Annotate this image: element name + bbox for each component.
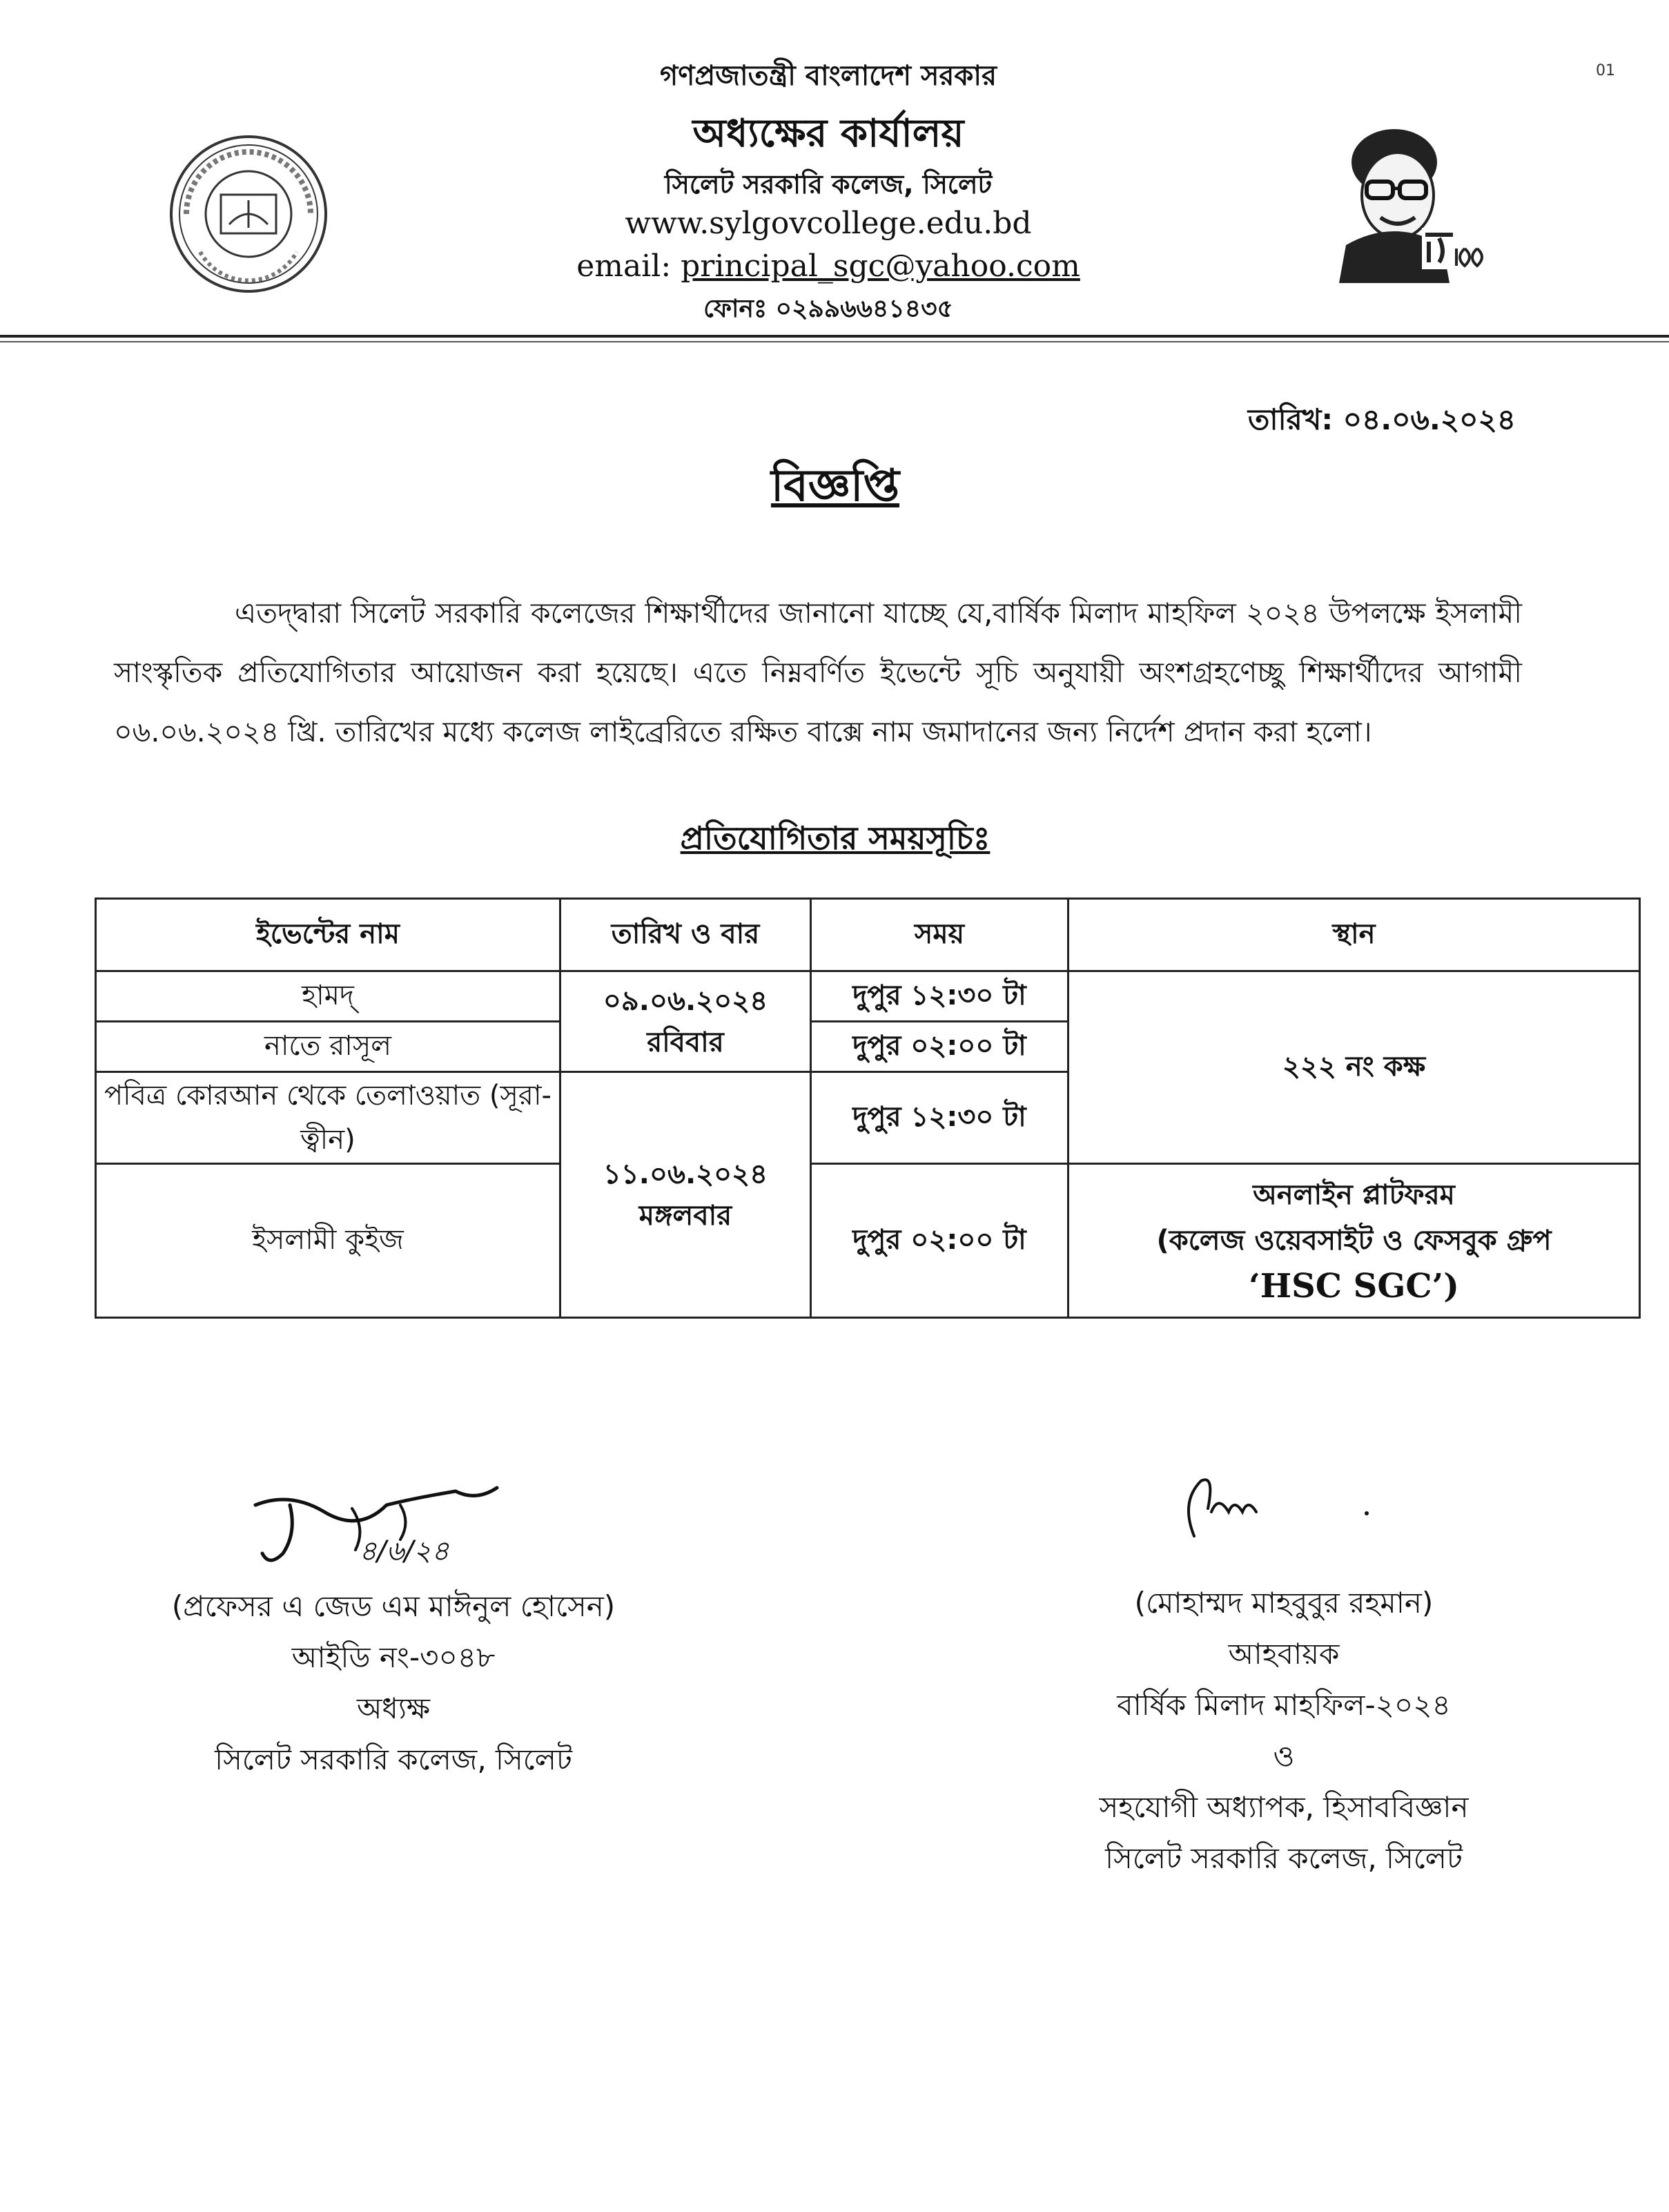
website-link[interactable]: www.sylgovcollege.edu.bd	[625, 206, 1032, 241]
venue-online-line1: অনলাইন প্লাটফরম	[1253, 1179, 1455, 1211]
principal-org: সিলেট সরকারি কলেজ, সিলেট	[215, 1743, 572, 1776]
time-cell: দুপুর ০২:০০ টা	[811, 1022, 1068, 1072]
principal-id: আইডি নং-৩০৪৮	[291, 1640, 496, 1674]
schedule-table	[95, 898, 1641, 1319]
notice-title: বিজ্ঞপ্তি	[770, 460, 900, 512]
convener-org: সিলেট সরকারি কলেজ, সিলেট	[1105, 1841, 1463, 1875]
date-cell	[560, 971, 811, 1072]
header-time: সময়	[811, 899, 1068, 971]
convener-position: সহযোগী অধ্যাপক, হিসাববিজ্ঞান	[1099, 1790, 1469, 1824]
date-cell	[560, 1072, 811, 1318]
convener-signature-icon	[1173, 1471, 1380, 1546]
venue-online-cell	[1068, 1164, 1640, 1318]
header-divider	[0, 335, 1669, 338]
date-value: ০৯.০৬.২০২৪	[603, 984, 768, 1017]
header-divider-thin	[0, 341, 1669, 342]
convener-name: (মোহাম্মদ মাহবুবুর রহমান)	[1134, 1586, 1434, 1620]
convener-and: ও	[1273, 1739, 1295, 1773]
time-cell: দুপুর ০২:০০ টা	[811, 1164, 1068, 1318]
header-event: ইভেন্টের নাম	[96, 899, 560, 971]
principal-signature-block	[110, 1581, 676, 1785]
event-cell: নাতে রাসূল	[96, 1022, 560, 1072]
header-venue: স্থান	[1068, 899, 1640, 971]
venue-online-line3: ‘HSC SGC’)	[1249, 1267, 1459, 1306]
notice-body-text: এতদ্দ্বারা সিলেট সরকারি কলেজের শিক্ষার্থীদের জানানো যাচ্ছে যে,বার্ষিক মিলাদ মাহফিল ২০২৪ উপলক্ষে ইসলামী সাংস্কৃতিক প্রতিযোগিতার আয়োজন করা হয়েছে। এতে নিম্নবর্ণিত ইভেন্টে সূচি অনুযায়ী অংশগ্রহণেচ্ছু শিক্ষার্থীদের আগামী ০৬.০৬.২০২৪ খ্রি. তারিখের মধ্যে কলেজ লাইব্রেরিতে রক্ষিত বাক্সে নাম জমাদানের জন্য নির্দেশ প্রদান করা হলো।	[114, 596, 1522, 748]
government-name: গণপ্রজাতন্ত্রী বাংলাদেশ সরকার	[660, 60, 997, 92]
email-label: email:	[576, 249, 681, 284]
page-number: 01	[1596, 62, 1615, 79]
convener-role: আহবায়ক	[1228, 1637, 1340, 1671]
event-cell: হামদ্	[96, 971, 560, 1022]
day-value: রবিবার	[647, 1026, 724, 1058]
event-cell: ইসলামী কুইজ	[96, 1164, 560, 1318]
mujib-100-logo-icon	[1318, 114, 1491, 283]
convener-event: বার্ষিক মিলাদ মাহফিল-২০২৪	[1117, 1688, 1451, 1722]
table-row	[96, 1164, 1640, 1318]
event-cell: পবিত্র কোরআন থেকে তেলাওয়াত (সূরা-ত্বীন)	[96, 1072, 560, 1164]
notice-date: তারিখ: ০৪.০৬.২০২৪	[1247, 402, 1516, 436]
schedule-title: প্রতিযোগিতার সময়সূচিঃ	[680, 819, 990, 857]
office-name: অধ্যক্ষের কার্যালয়	[692, 111, 964, 156]
date-value: ১১.০৬.২০২৪	[603, 1158, 768, 1190]
email-link[interactable]: principal_sgc@yahoo.com	[681, 249, 1080, 284]
time-cell: দুপুর ১২:৩০ টা	[811, 1072, 1068, 1164]
principal-signature-icon	[248, 1477, 552, 1581]
convener-signature-block	[980, 1578, 1588, 1884]
time-cell: দুপুর ১২:৩০ টা	[811, 971, 1068, 1022]
header-date: তারিখ ও বার	[560, 899, 811, 971]
table-row	[96, 971, 1640, 1022]
venue-cell: ২২২ নং কক্ষ	[1068, 971, 1640, 1164]
notice-body	[114, 583, 1522, 761]
college-seal-icon	[166, 131, 331, 297]
phone-number: ফোনঃ ০২৯৯৬৬৪১৪৩৫	[703, 295, 953, 323]
signature-date: ৪/৬/২৪	[359, 1535, 449, 1567]
college-name: সিলেট সরকারি কলেজ, সিলেট	[664, 169, 993, 200]
venue-online-line2: (কলেজ ওয়েবসাইট ও ফেসবুক গ্রুপ	[1156, 1225, 1552, 1257]
principal-name: (প্রফেসর এ জেড এম মাঈনুল হোসেন)	[171, 1589, 616, 1623]
principal-title: অধ্যক্ষ	[356, 1691, 431, 1725]
email-line	[483, 249, 1173, 284]
day-value: মঙ্গলবার	[638, 1199, 732, 1232]
